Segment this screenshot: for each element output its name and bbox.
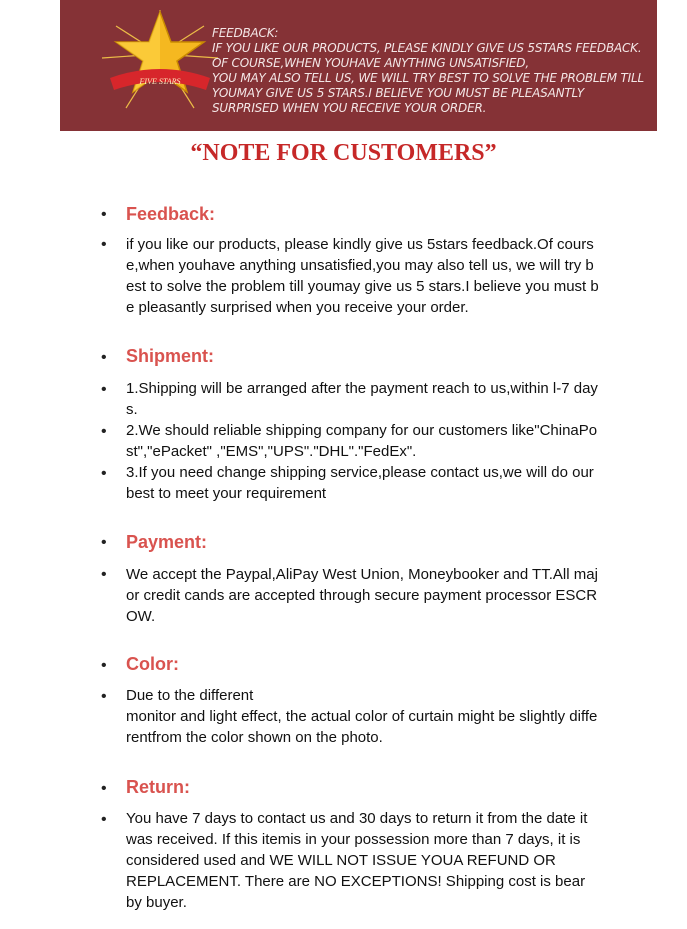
page-title: “NOTE FOR CUSTOMERS”: [190, 140, 497, 166]
text-line: We accept the Paypal,AliPay West Union, Moneybooker and TT.All maj: [126, 566, 598, 583]
text-line: 3.If you need change shipping service,please contact us,we will do our: [126, 464, 594, 481]
text-line: by buyer.: [126, 894, 187, 911]
bullet: •: [101, 236, 107, 253]
text-line: 1.Shipping will be arranged after the payment reach to us,within l-7 day: [126, 380, 598, 397]
text-line: You have 7 days to contact us and 30 days to return it from the date it: [126, 810, 588, 827]
text-line: Due to the different: [126, 687, 254, 704]
section-heading-shipment: Shipment:: [126, 346, 214, 366]
section-heading-color: Color:: [126, 654, 179, 674]
bullet: •: [101, 780, 107, 797]
banner-line: OF COURSE,WHEN YOUHAVE ANYTHING UNSATISFIED,: [212, 56, 529, 70]
banner-line: IF YOU LIKE OUR PRODUCTS, PLEASE KINDLY GIVE US 5STARS FEEDBACK.: [212, 41, 642, 55]
text-line: or credit cands are accepted through secure payment processor ESCR: [126, 587, 598, 604]
banner-tab: [631, 128, 657, 131]
star-ribbon-label: FIVE STARS: [139, 77, 181, 86]
text-line: was received. If this itemis in your possession more than 7 days, it is: [126, 831, 581, 848]
banner-line: FEEDBACK:: [212, 26, 279, 40]
bullet: •: [101, 534, 107, 551]
feedback-text: [126, 234, 636, 318]
bullet: •: [101, 349, 107, 366]
bullet: •: [101, 381, 107, 398]
text-line: considered used and WE WILL NOT ISSUE YOUA REFUND OR: [126, 852, 556, 869]
bullet: •: [101, 811, 107, 828]
payment-text: [126, 564, 636, 627]
banner-text: [212, 26, 652, 116]
text-line: best to meet your requirement: [126, 485, 327, 502]
text-line: OW.: [126, 608, 156, 625]
bullet: •: [101, 423, 107, 440]
bullet: •: [101, 206, 107, 223]
text-line: st","ePacket" ,"EMS","UPS"."DHL"."FedEx".: [126, 443, 417, 460]
shipment-item-3: [126, 462, 636, 504]
five-stars-star-icon: [96, 8, 224, 124]
feedback-banner: [60, 0, 657, 131]
section-heading-feedback: Feedback:: [126, 204, 216, 224]
text-line: e,when youhave anything unsatisfied,you may also tell us, we will try b: [126, 257, 594, 274]
text-line: e pleasantly surprised when you receive your order.: [126, 299, 469, 316]
color-text: [126, 685, 636, 748]
section-heading-return: Return:: [126, 777, 190, 797]
bullet: •: [101, 566, 107, 583]
banner-line: YOU MAY ALSO TELL US, WE WILL TRY BEST TO SOLVE THE PROBLEM TILL: [212, 71, 644, 85]
text-line: if you like our products, please kindly give us 5stars feedback.Of cours: [126, 236, 594, 253]
banner-line: SURPRISED WHEN YOU RECEIVE YOUR ORDER.: [212, 101, 487, 115]
shipment-item-2: [126, 420, 636, 462]
section-heading-payment: Payment:: [126, 532, 208, 552]
bullet: •: [101, 688, 107, 705]
text-line: 2.We should reliable shipping company for our customers like"ChinaPo: [126, 422, 598, 439]
shipment-item-1: [126, 378, 636, 420]
text-line: REPLACEMENT. There are NO EXCEPTIONS! Shipping cost is bear: [126, 873, 586, 890]
text-line: est to solve the problem till youmay give us 5 stars.I believe you must b: [126, 278, 599, 295]
text-line: rentfrom the color shown on the photo.: [126, 729, 383, 746]
bullet: •: [101, 465, 107, 482]
bullet: •: [101, 657, 107, 674]
banner-line: YOUMAY GIVE US 5 STARS.I BELIEVE YOU MUST BE PLEASANTLY: [212, 86, 584, 100]
text-line: s.: [126, 401, 138, 418]
return-text: [126, 808, 636, 913]
text-line: monitor and light effect, the actual color of curtain might be slightly diffe: [126, 708, 598, 725]
